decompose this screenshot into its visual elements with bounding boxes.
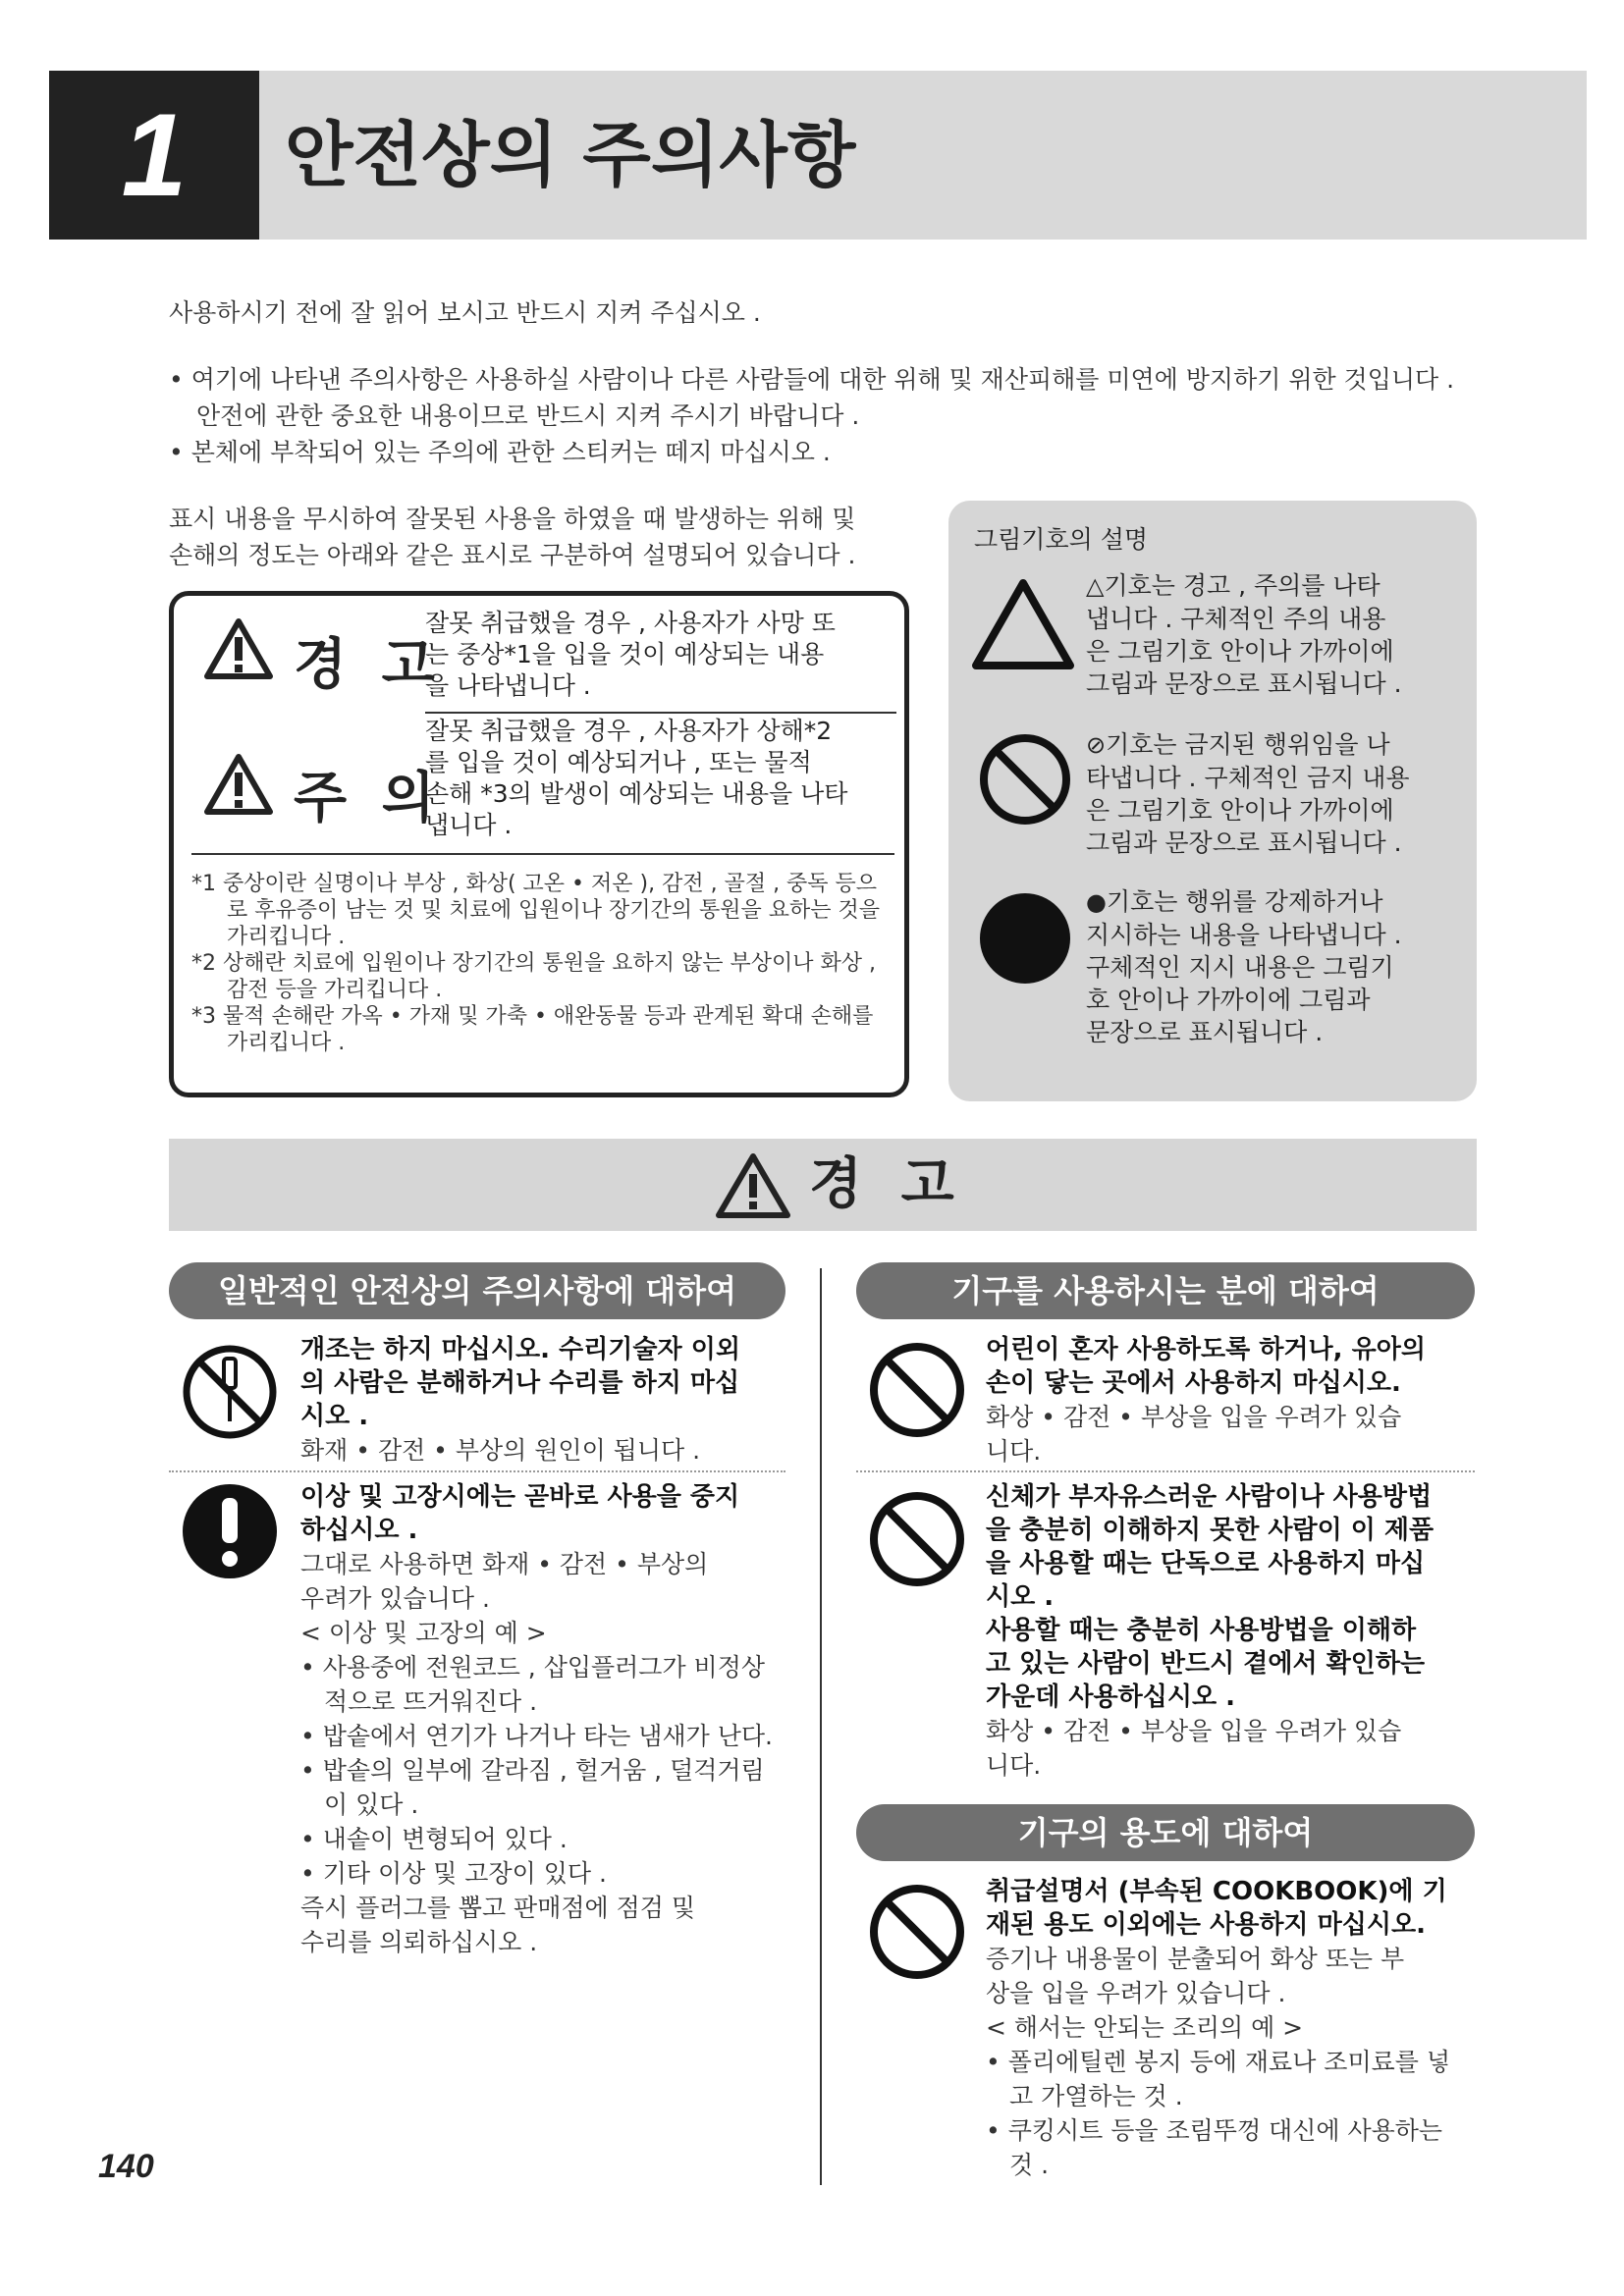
dotted-separator: [169, 1470, 785, 1472]
intro-bullet: • 여기에 나타낸 주의사항은 사용하실 사람이나 다른 사람들에 대한 위해 및 재산피해를 미연에 방지하기 위한 것입니다 . 안전에 관한 중요한 내용이므로 반드시 지켜 주시기 바랍니다 .: [169, 365, 1455, 430]
mandatory-action-icon: [978, 891, 1072, 986]
warning-band: [169, 1139, 1477, 1231]
intro-bullets: [169, 361, 1477, 470]
prohibited-cooking-example: • 폴리에틸렌 봉지 등에 재료나 조미료를 넣고 가열하는 것 .: [986, 2048, 1450, 2110]
symbol-explanation-box: [948, 501, 1477, 1101]
failure-example: • 밥솥의 일부에 갈라짐 , 헐거움 , 덜걱거림이 있다 .: [300, 1756, 765, 1819]
hazard-legend-box: [169, 591, 909, 1097]
no-children-item: 어린이 혼자 사용하도록 하거나, 유아의 손이 닿는 곳에서 사용하지 마십시오. 화상 • 감전 • 부상을 입을 우려가 있습 니다.: [986, 1335, 1426, 1466]
display-explanation: [169, 501, 855, 573]
caution-word: 주 의: [294, 767, 443, 830]
warning-band-label: 경 고: [809, 1152, 964, 1216]
general-safety-heading: 일반적인 안전상의 주의사항에 대하여: [169, 1262, 785, 1319]
display-line: 손해의 정도는 아래와 같은 표시로 구분하여 설명되어 있습니다 .: [169, 541, 856, 569]
failure-example: • 기타 이상 및 고장이 있다 .: [300, 1859, 607, 1888]
warning-triangle-icon: [203, 617, 274, 680]
page-title: 안전상의 주의사항: [285, 114, 856, 196]
divider: [425, 712, 896, 714]
warning-word: 경 고: [294, 633, 443, 697]
prohibition-icon: [868, 1490, 966, 1588]
warning-desc: 잘못 취급했을 경우 , 사용자가 사망 또 는 중상*1을 입을 것이 예상되는 내용 을 나타냅니다 .: [425, 609, 836, 700]
mandatory-symbol-desc: ●기호는 행위를 강제하거나 지시하는 내용을 나타냅니다 . 구체적인 지시 내용은 그림기 호 안이나 가까이에 그림과 문장으로 표시됩니다 .: [1086, 887, 1402, 1046]
prohibition-icon: [868, 1341, 966, 1439]
user-heading: 기구를 사용하시는 분에 대하여: [856, 1262, 1475, 1319]
triangle-symbol-desc: △기호는 경고 , 주의를 나타 냅니다 . 구체적인 주의 내용 은 그림기호 안이나 가까이에 그림과 문장으로 표시됩니다 .: [1086, 571, 1402, 698]
footnote: *1 중상이란 실명이나 부상 , 화상( 고온 • 저온 ), 감전 , 골절 , 중독 등으로 후유증이 남는 것 및 치료에 입원이나 장기간의 통원을 요하는 것을 가리킵니다 .: [191, 872, 880, 949]
intended-use-heading: 기구의 용도에 대하여: [856, 1804, 1475, 1861]
column-divider: [820, 1268, 822, 2185]
symbol-box-title: 그림기호의 설명: [974, 525, 1148, 554]
supervision-item: 신체가 부자유스러운 사람이나 사용방법 을 충분히 이해하지 못한 사람이 이 제품 을 사용할 때는 단독으로 사용하지 마십 시오 . 사용할 때는 충분히 사용방법을 이해하 고 있는 사람이 반드시 곁에서 확인하는 가운데 사용하십시오 . 화상 • 감전 • 부상을 입을 우려가 있습 니다.: [986, 1482, 1435, 1780]
warning-triangle-symbol-icon: [970, 577, 1076, 671]
caution-desc: 잘못 취급했을 경우 , 사용자가 상해*2 를 입을 것이 예상되거나 , 또는 물적 손해 *3의 발생이 예상되는 내용을 나타 냅니다 .: [425, 717, 848, 839]
mandatory-exclamation-icon: [181, 1482, 279, 1580]
footnote: *2 상해란 치료에 입원이나 장기간의 통원을 요하지 않는 부상이나 화상 , 감전 등을 가리킵니다 .: [191, 951, 876, 1002]
divider: [191, 853, 894, 855]
footnote: *3 물적 손해란 가옥 • 가재 및 가축 • 애완동물 등과 관계된 확대 손해를 가리킵니다 .: [191, 1004, 874, 1055]
intended-use-item: 취급설명서 (부속된 COOKBOOK)에 기 재된 용도 이외에는 사용하지 마십시오. 증기나 내용물이 분출되어 화상 또는 부 상을 입을 우려가 있습니다 . < 해서는 안되는 조리의 예 > • 폴리에틸렌 봉지 등에 재료나 조미료를 넣고 가열하는 것 . • 쿠킹시트 등을 조림뚜껑 대신에 사용하는 것 .: [986, 1875, 1477, 2182]
display-line: 표시 내용을 무시하여 잘못된 사용을 하였을 때 발생하는 위해 및: [169, 505, 856, 533]
dotted-separator: [856, 1470, 1475, 1472]
prohibition-symbol-icon: [978, 732, 1072, 827]
caution-triangle-icon: [203, 753, 274, 816]
chapter-number: 1: [49, 71, 259, 240]
prohibited-cooking-example: • 쿠킹시트 등을 조림뚜껑 대신에 사용하는 것 .: [986, 2116, 1443, 2179]
stop-on-failure-item: 이상 및 고장시에는 곧바로 사용을 중지 하십시오 . 그대로 사용하면 화재 • 감전 • 부상의 우려가 있습니다 . < 이상 및 고장의 예 > • 사용중에 전원코드 , 삽입플러그가 비정상적으로 뜨거워진다 . • 밥솥에서 연기가 나거나 타는 냄새가 난다. • 밥솥의 일부에 갈라짐 , 헐거움 , 덜걱거림이 있다 . • 내솥이 변형되어 있다 . • 기타 이상 및 고장이 있다 . 즉시 플러그를 뽑고 판매점에 점검 및 수리를 의뢰하십시오 .: [300, 1480, 791, 1959]
intro-bullet: • 본체에 부착되어 있는 주의에 관한 스티커는 떼지 마십시오 .: [169, 438, 831, 466]
failure-example: • 내솥이 변형되어 있다 .: [300, 1825, 568, 1853]
footnotes: [191, 871, 894, 1056]
page-number: 140: [98, 2148, 154, 2185]
no-modification-item: 개조는 하지 마십시오. 수리기술자 이외 의 사람은 분해하거나 수리를 하지 마십 시오 . 화재 • 감전 • 부상의 원인이 됩니다 .: [300, 1335, 740, 1465]
failure-example: • 사용중에 전원코드 , 삽입플러그가 비정상적으로 뜨거워진다 .: [300, 1653, 765, 1716]
prohibition-icon: [868, 1883, 966, 1981]
prohibition-symbol-desc: ⊘기호는 금지된 행위임을 나 타냅니다 . 구체적인 금지 내용 은 그림기호 안이나 가까이에 그림과 문장으로 표시됩니다 .: [1086, 730, 1410, 857]
warning-triangle-icon: [715, 1152, 791, 1219]
failure-example: • 밥솥에서 연기가 나거나 타는 냄새가 난다.: [300, 1722, 773, 1750]
intro-text: 사용하시기 전에 잘 읽어 보시고 반드시 지켜 주십시오 .: [169, 298, 761, 327]
no-disassembly-icon: [181, 1343, 279, 1441]
